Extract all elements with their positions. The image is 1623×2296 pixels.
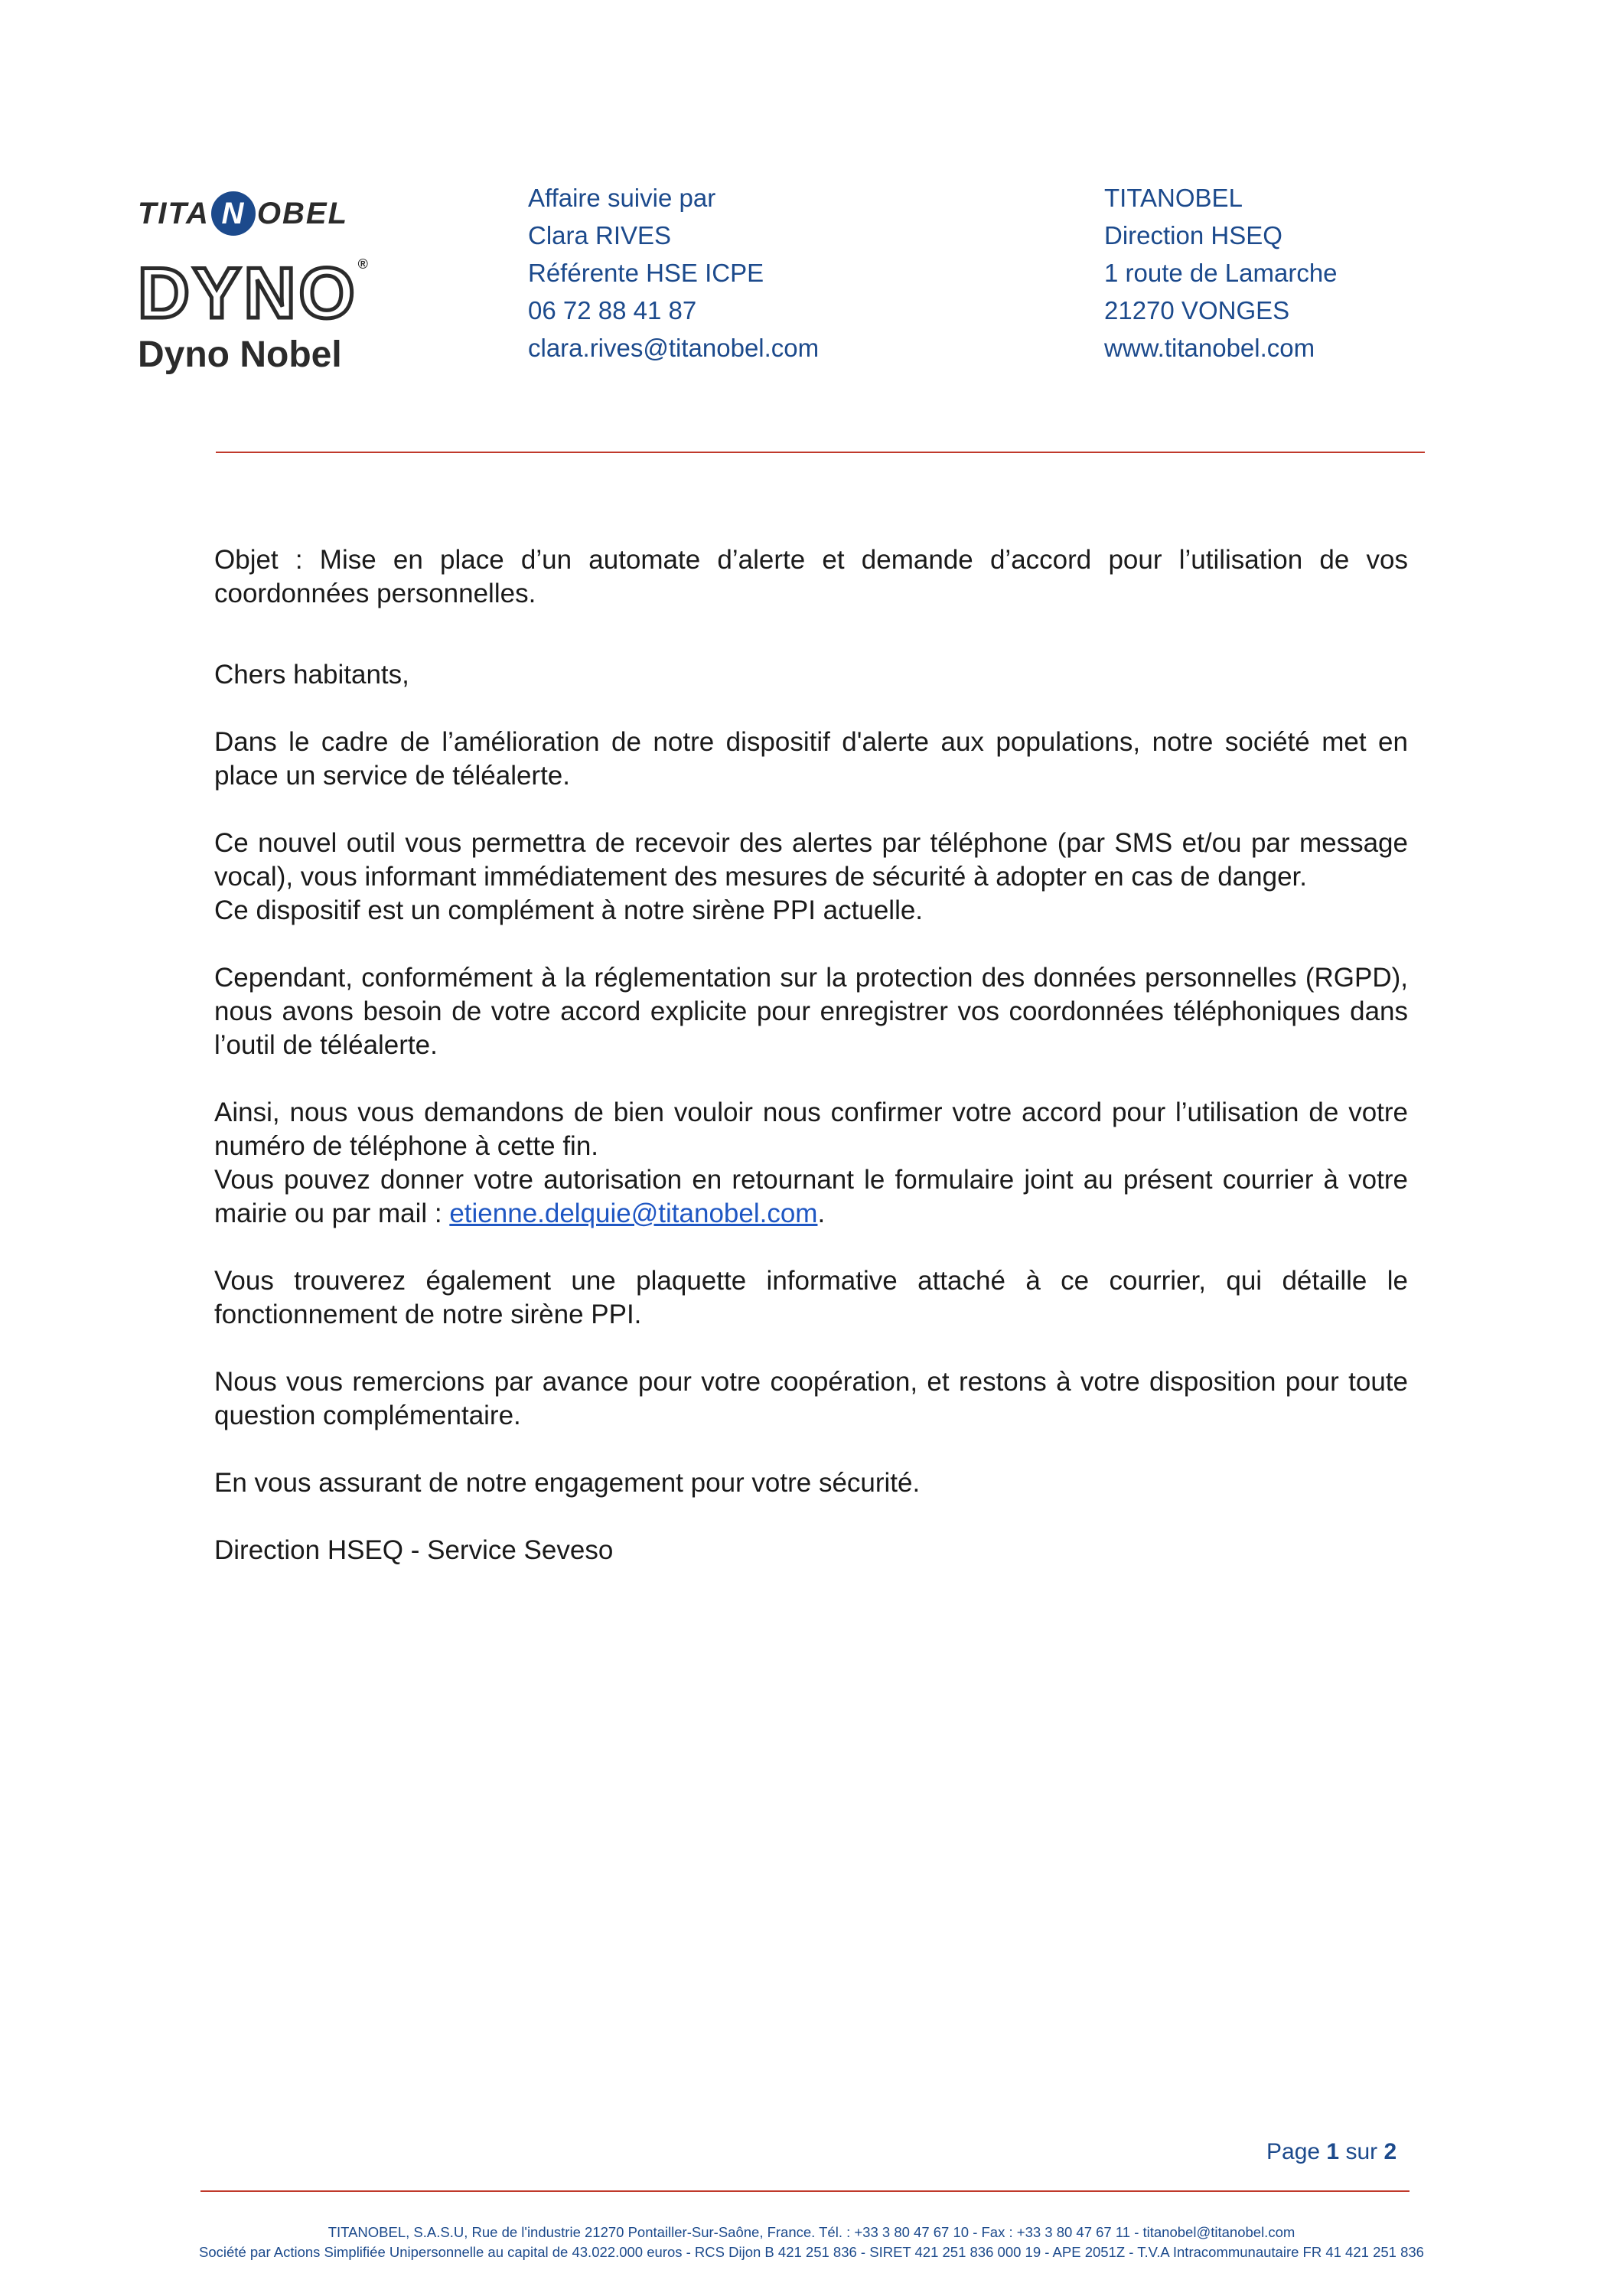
page-current: 1 <box>1326 2139 1340 2164</box>
paragraph-1: Dans le cadre de l’amélioration de notre dispositif d'alerte aux populations, notre société met en place un service de téléalerte. <box>214 727 1408 791</box>
dyno-logo <box>138 253 390 333</box>
sender-name: Clara RIVES <box>528 221 672 249</box>
paragraph-4b-end: . <box>817 1199 826 1228</box>
titanobel-logo <box>138 191 390 236</box>
company-logos <box>138 191 390 376</box>
paragraph-6: Nous vous remercions par avance pour votre coopération, et restons à votre disposition pour toute question complémentaire. <box>214 1367 1408 1430</box>
titanobel-logo-prefix: TITA <box>138 196 210 230</box>
company-address-block <box>1104 179 1338 367</box>
sender-contact-line: Affaire suivie par <box>528 184 716 212</box>
sender-email: clara.rives@titanobel.com <box>528 334 820 362</box>
letter-subject: Objet : Mise en place d’un automate d’alerte et demande d’accord pour l’utilisation de vos coordonnées personnelles. <box>214 545 1408 608</box>
paragraph-2a: Ce nouvel outil vous permettra de recevoir des alertes par téléphone (par SMS et/ou par message vocal), vous informant immédiatement des mesures de sécurité à adopter en cas de danger. <box>214 828 1408 892</box>
letter-greeting: Chers habitants, <box>214 660 409 690</box>
paragraph-3: Cependant, conformément à la réglementation sur la protection des données personnelles (RGPD), nous avons besoin de votre accord explicite pour enregistrer vos coordonnées téléphoniques dans l’outil de téléalerte. <box>214 963 1408 1060</box>
sender-phone: 06 72 88 41 87 <box>528 296 697 325</box>
paragraph-2b: Ce dispositif est un complément à notre sirène PPI actuelle. <box>214 895 924 925</box>
company-name: TITANOBEL <box>1104 184 1243 212</box>
paragraph-4a: Ainsi, nous vous demandons de bien vouloir nous confirmer votre accord pour l’utilisation de votre numéro de téléphone à cette fin. <box>214 1097 1408 1161</box>
company-city: 21270 VONGES <box>1104 296 1290 325</box>
contact-email-link[interactable]: etienne.delquie@titanobel.com <box>449 1199 818 1228</box>
titanobel-n-badge-icon: N <box>211 191 256 236</box>
sender-contact-block <box>528 179 819 367</box>
page-label: Page <box>1266 2139 1321 2164</box>
footer-divider <box>200 2190 1410 2192</box>
company-department: Direction HSEQ <box>1104 221 1282 249</box>
letter-body <box>214 543 1408 1567</box>
page-total: 2 <box>1383 2139 1397 2164</box>
paragraph-7: En vous assurant de notre engagement pour votre sécurité. <box>214 1468 921 1498</box>
paragraph-5: Vous trouverez également une plaquette informative attaché à ce courrier, qui détaille le fonctionnement de notre sirène PPI. <box>214 1266 1408 1329</box>
page-number <box>1266 2139 1396 2165</box>
page-of-label: sur <box>1345 2139 1378 2164</box>
sender-role: Référente HSE ICPE <box>528 259 764 287</box>
company-street: 1 route de Lamarche <box>1104 259 1338 287</box>
dyno-logo-text: DYNO <box>138 253 358 333</box>
company-website: www.titanobel.com <box>1104 334 1315 362</box>
dyno-nobel-wordmark: Dyno Nobel <box>138 334 342 375</box>
footer-line-2: Société par Actions Simplifiée Unipersonnelle au capital de 43.022.000 euros - RCS Dijon B 421 251 836 - SIRET 421 251 836 000 19 - APE 2051Z - T.V.A Intracommunautaire FR 41 421 251 836 <box>199 2244 1424 2260</box>
paragraph-4b-text: Vous pouvez donner votre autorisation en retournant le formulaire joint au présent courrier à votre mairie ou par mail : <box>214 1165 1408 1228</box>
letter-signature: Direction HSEQ - Service Seveso <box>214 1535 614 1565</box>
header-divider <box>216 452 1425 453</box>
titanobel-logo-suffix: OBEL <box>256 196 349 230</box>
footer-line-1: TITANOBEL, S.A.S.U, Rue de l'industrie 21270 Pontailler-Sur-Saône, France. Tél. : +33 3 80 47 67 10 - Fax : +33 3 80 47 67 11 - titanobel@titanobel.com <box>328 2224 1295 2240</box>
paragraph-4b <box>214 1163 1408 1231</box>
registered-mark: ® <box>357 256 371 272</box>
